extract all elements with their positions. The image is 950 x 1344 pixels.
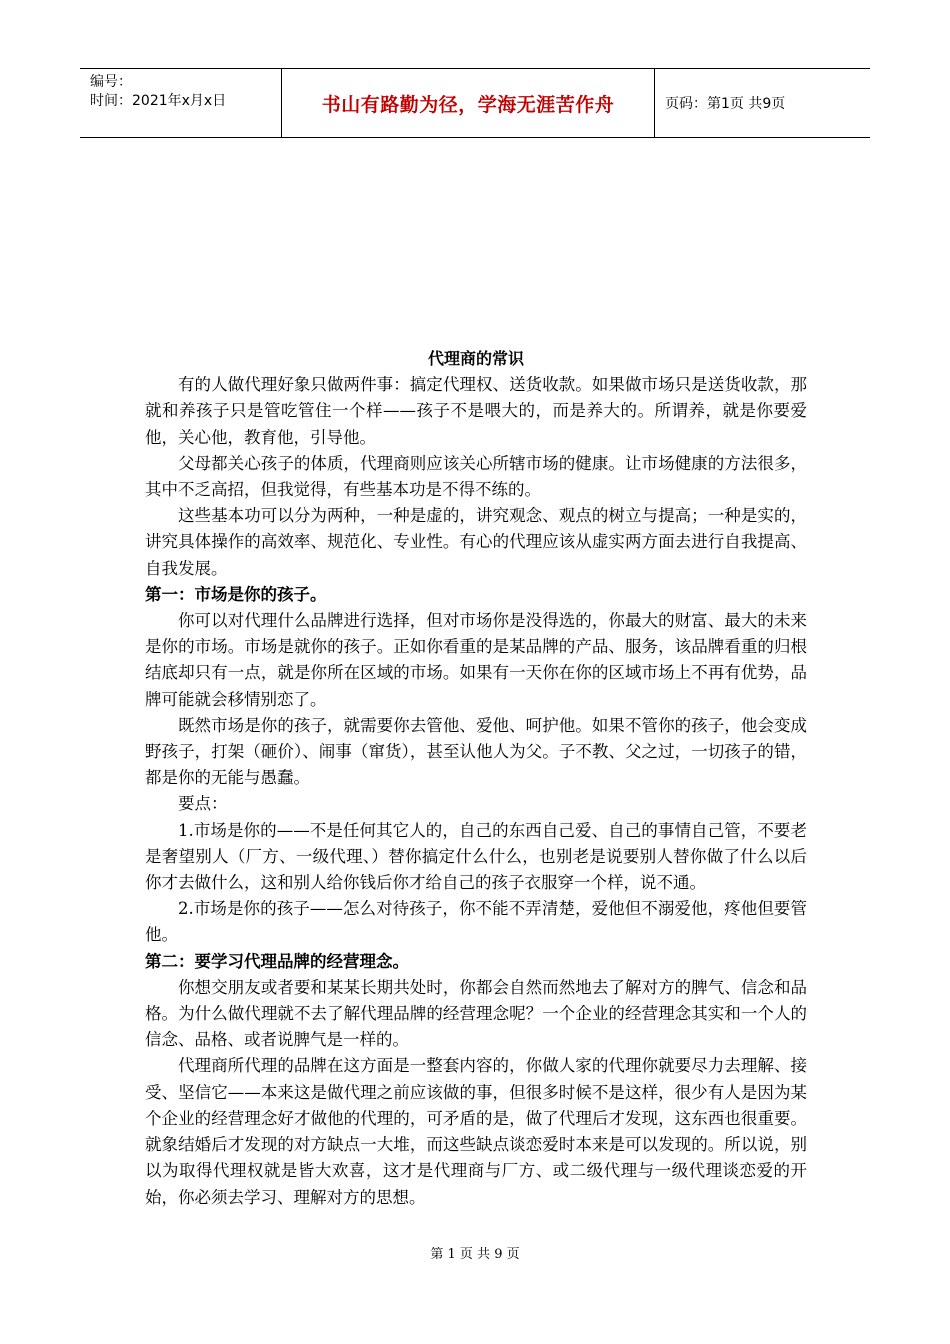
page-footer: 第 1 页 共 9 页 [430,1247,520,1262]
document-header [80,68,870,138]
section-1-point-2: 2.市场是你的孩子——怎么对待孩子，你不能不弄清楚，爱他但不溺爱他，疼他但要管他。 [145,899,807,945]
section-1-point-1: 1.市场是你的——不是任何其它人的，自己的东西自己爱、自己的事情自己管，不要老是奢望别人（厂方、一级代理、）替你搞定什么什么，也别老是说要别人替你做了什么以后你才去做什么，这和别人给你钱后你才给自己的孩子衣服穿一个样，说不通。 [145,820,807,893]
intro-paragraph-3: 这些基本功可以分为两种，一种是虚的，讲究观念、观点的树立与提高；一种是实的，讲究具体操作的高效率、规范化、专业性。有心的代理应该从虚实两方面去进行自我提高、自我发展。 [145,506,807,578]
time-label: 时间：2021年x月x日 [90,93,227,109]
intro-paragraph-1: 有的人做代理好象只做两件事：搞定代理权、送货收款。如果做市场只是送货收款，那就和养孩子只是管吃管住一个样——孩子不是喂大的，而是养大的。所谓养，就是你要爱他，关心他，教育他，引导他。 [145,375,807,447]
section-2-paragraph-1: 你想交朋友或者要和某某长期共处时，你都会自然而然地去了解对方的脾气、信念和品格。为什么做代理就不去了解代理品牌的经营理念呢？一个企业的经营理念其实和一个人的信念、品格、或者说脾气是一样的。 [145,977,807,1050]
section-2-heading: 第二：要学习代理品牌的经营理念。 [145,951,409,971]
document-body [145,346,807,1211]
intro-paragraph-2: 父母都关心孩子的体质，代理商则应该关心所辖市场的健康。让市场健康的方法很多，其中不乏高招，但我觉得，有些基本功是不得不练的。 [145,453,807,500]
section-1-key-points-label: 要点： [178,794,228,814]
section-2-paragraph-2: 代理商所代理的品牌在这方面是一整套内容的，你做人家的代理你就要尽力去理解、接受、坚信它——本来这是做代理之前应该做的事，但很多时候不是这样，很少有人是因为某个企业的经营理念好才做他的代理的，可矛盾的是，做了代理后才发现，这东西也很重要。就象结婚后才发现的对方缺点一大堆，而这些缺点谈恋爱时本来是可以发现的。所以说，别以为取得代理权就是皆大欢喜，这才是代理商与厂方、或二级代理与一级代理谈恋爱的开始，你必须去学习、理解对方的思想。 [145,1056,807,1207]
header-motto: 书山有路勤为径，学海无涯苦作舟 [282,69,655,137]
header-meta [80,69,282,137]
section-1-paragraph-2: 既然市场是你的孩子，就需要你去管他、爱他、呵护他。如果不管你的孩子，他会变成野孩子，打架（砸价）、闹事（窜货），甚至认他人为父。子不教、父之过，一切孩子的错，都是你的无能与愚蠢。 [145,715,807,788]
header-page-info: 页码：第1页 共9页 [665,96,786,112]
document-title: 代理商的常识 [427,349,524,368]
section-1-heading: 第一：市场是你的孩子。 [145,584,327,604]
number-label: 编号： [90,74,132,90]
section-1-paragraph-1: 你可以对代理什么品牌进行选择，但对市场你是没得选的，你最大的财富、最大的未来是你的市场。市场是就你的孩子。正如你看重的是某品牌的产品、服务，该品牌看重的归根结底却只有一点，就是你所在区域的市场。如果有一天你在你的区域市场上不再有优势，品牌可能就会移情别恋了。 [145,611,807,709]
